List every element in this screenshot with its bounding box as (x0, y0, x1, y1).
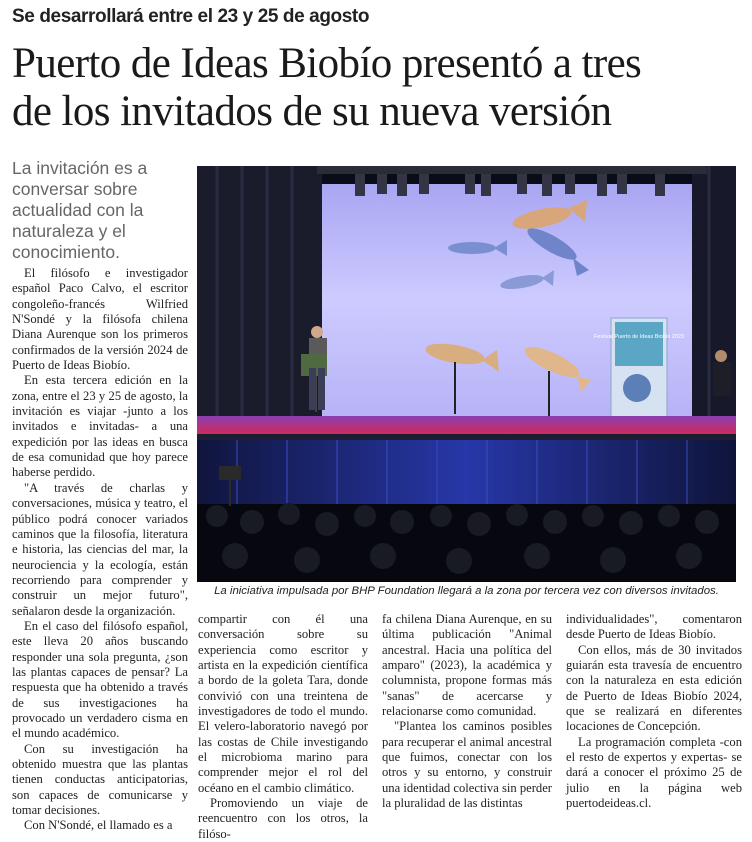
paragraph: Promoviendo un viaje de reencuentro con los otros, la filóso- (198, 796, 368, 841)
headline-line-1: Puerto de Ideas Biobío presentó a tres (12, 40, 642, 87)
body-column-3 (382, 612, 552, 811)
paragraph: Con ellos, más de 30 invitados guiarán esta travesía de encuentro con la naturaleza en esta edición de Puerto de Ideas Biobío 2024, que se realizará en diferentes locaciones de Concepción. (566, 642, 742, 734)
body-column-2 (198, 612, 368, 842)
paragraph: La programación completa -con el resto de expertos y expertas- se dará a conocer el próximo 25 de julio en la página web puertodeideas.cl. (566, 734, 742, 811)
banner-text: Festival Puerto de Ideas Biobío 2023 (593, 334, 685, 340)
paragraph: compartir con él una conversación sobre su experiencia como escritor y artista en la expedición científica a bordo de la goleta Tara, donde convivió con una treintena de investigadores de todo el mundo. El velero-laboratorio navegó por las costas de Chile investigando el microbioma marino para comprender mejor el rol del océano en el cambio climático. (198, 612, 368, 795)
stage-photo (197, 166, 736, 582)
paragraph: Con N'Sondé, el llamado es a (24, 818, 173, 833)
paragraph: individualidades", comentaron desde Puerto de Ideas Biobío. (566, 612, 742, 642)
paragraph: En esta tercera edición en la zona, entre el 23 y 25 de agosto, la invitación es viajar -junto a los invitados e invitadas- a una expedición por las ideas en busca de esa comunidad que hoy parece haberse perdido. (12, 373, 188, 480)
headline-line-2: de los invitados de su nueva versión (12, 88, 612, 135)
paragraph: El filósofo e investigador español Paco Calvo, el escritor congoleño-francés Wilfried N'Sondé y la filósofa chilena Diana Aurenque son los primeros confirmados de la versión 2024 de Puerto de Ideas Biobío. (12, 266, 188, 373)
lead-summary: La invitación es a conversar sobre actualidad con la naturaleza y el conocimiento. (12, 158, 148, 262)
paragraph: Con su investigación ha obtenido muestra que las plantas tienen conductas anticipatorias, son capaces de comunicarse y tomar decisiones. (12, 741, 188, 818)
photo-caption: La iniciativa impulsada por BHP Foundation llegará a la zona por tercera vez con diversos invitados. (214, 585, 719, 597)
paragraph: fa chilena Diana Aurenque, en su última publicación "Animal ancestral. Hacia una política del amparo" (2023), la académica y columnista, propone formas más "sanas" de acercarse y relacionarse como comunidad. (382, 612, 552, 719)
body-column-1 (12, 266, 188, 834)
headline (12, 40, 747, 136)
paragraph: En el caso del filósofo español, este lleva 20 años buscando responder una sola pregunta, ¿son las plantas capaces de pensar? La respuesta que ha obtenido a través de sus investigaciones ha provocado un verdadero cisma en el mundo académico. (12, 618, 188, 741)
paragraph: "Plantea los caminos posibles para recuperar el animal ancestral que fuimos, conectar con los otros y su entorno, y construir una identidad colectiva sin perder la pluralidad de las distintas (382, 719, 552, 811)
paragraph: "A través de charlas y conversaciones, música y teatro, el público podrá conocer variados caminos que la filosofía, literatura e historia, las ciencias del mar, la neurociencia y la ecología, están recorriendo para comprender y construir un mejor futuro", señalaron desde la organización. (12, 480, 188, 618)
body-column-4 (566, 612, 742, 811)
kicker: Se desarrollará entre el 23 y 25 de agosto (12, 6, 370, 27)
